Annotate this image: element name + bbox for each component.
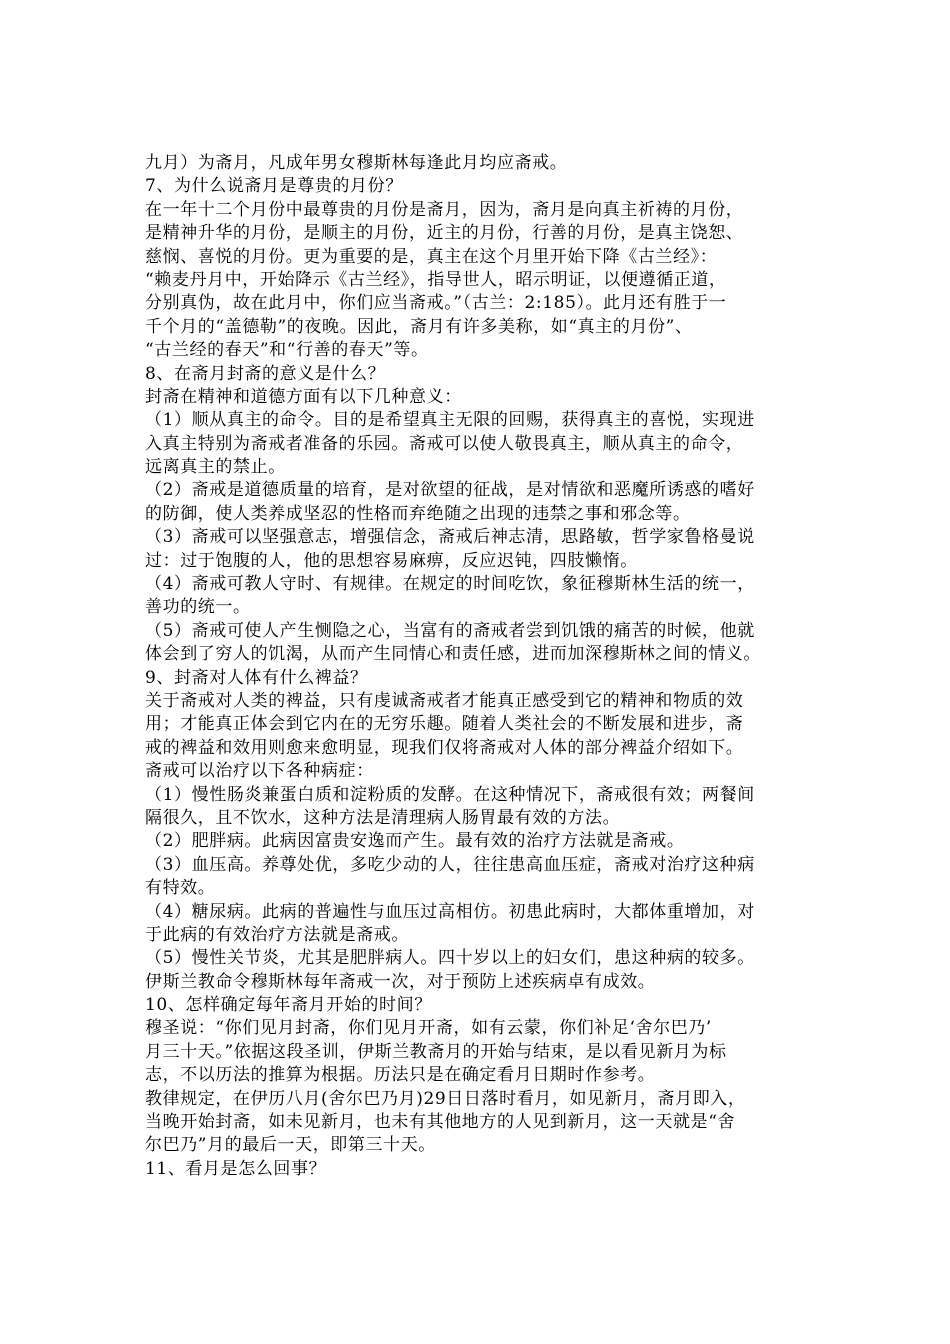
text-line: “古兰经的春天”和“行善的春天”等。 bbox=[145, 340, 429, 361]
text-line: 关于斋戒对人类的裨益，只有虔诚斋戒者才能真正感受到它的精神和物质的效 bbox=[145, 690, 744, 711]
text-line: 伊斯兰教命令穆斯林每年斋戒一次，对于预防上述疾病卓有成效。 bbox=[145, 971, 656, 992]
text-line: 远离真主的禁止。 bbox=[145, 457, 286, 478]
text-line: （1）慢性肠炎兼蛋白质和淀粉质的发酵。在这种情况下，斋戒很有效；两餐间 bbox=[145, 784, 755, 805]
text-line: 7、为什么说斋月是尊贵的月份？ bbox=[145, 176, 403, 197]
text-line: 是精神升华的月份，是顺主的月份，近主的月份，行善的月份，是真主饶恕、 bbox=[145, 223, 744, 244]
text-line: 斋戒可以治疗以下各种病症： bbox=[145, 761, 374, 782]
text-line: （2）斋戒是道德质量的培育，是对欲望的征战，是对情欲和恶魔所诱惑的嗜好 bbox=[145, 480, 755, 501]
text-line: 入真主特别为斋戒者准备的乐园。斋戒可以使人敬畏真主，顺从真主的命令， bbox=[145, 433, 744, 454]
text-line: 教律规定，在伊历八月(舍尔巴乃月)29日日落时看月，如见新月，斋月即入， bbox=[145, 1088, 746, 1109]
text-line: 分别真伪，故在此月中，你们应当斋戒。”（古兰：2:185）。此月还有胜于一 bbox=[145, 293, 727, 314]
text-line: 戒的裨益和效用则愈来愈明显，现我们仅将斋戒对人体的部分裨益介绍如下。 bbox=[145, 737, 744, 758]
text-line: 8、在斋月封斋的意义是什么？ bbox=[145, 363, 386, 384]
text-line: （4）糖尿病。此病的普遍性与血压过高相仿。初患此病时，大都体重增加，对 bbox=[145, 901, 755, 922]
text-line: 志，不以历法的推算为根据。历法只是在确定看月日期时作参考。 bbox=[145, 1065, 656, 1086]
text-line: 10、怎样确定每年斋月开始的时间？ bbox=[145, 995, 432, 1016]
text-line: （5）慢性关节炎，尤其是肥胖病人。四十岁以上的妇女们，患这种病的较多。 bbox=[145, 948, 755, 969]
text-line: （1）顺从真主的命令。目的是希望真主无限的回赐，获得真主的喜悦，实现进 bbox=[145, 410, 755, 431]
text-line: （4）斋戒可教人守时、有规律。在规定的时间吃饮，象征穆斯林生活的统一， bbox=[145, 574, 755, 595]
text-line: （2）肥胖病。此病因富贵安逸而产生。最有效的治疗方法就是斋戒。 bbox=[145, 831, 685, 852]
text-line: 穆圣说：“你们见月封斋，你们见月开斋，如有云蒙，你们补足‘舍尔巴乃’ bbox=[145, 1018, 712, 1039]
document-body bbox=[145, 152, 810, 1181]
text-line: 慈悯、喜悦的月份。更为重要的是，真主在这个月里开始下降《古兰经》： bbox=[145, 246, 718, 267]
text-line: 九月）为斋月，凡成年男女穆斯林每逢此月均应斋戒。 bbox=[145, 153, 568, 173]
text-line: 有特效。 bbox=[145, 878, 216, 899]
text-line: 于此病的有效治疗方法就是斋戒。 bbox=[145, 924, 409, 945]
text-line: 善功的统一。 bbox=[145, 597, 251, 618]
text-line: 当晚开始封斋，如未见新月，也未有其他地方的人见到新月，这一天就是“舍 bbox=[145, 1112, 736, 1133]
text-line: （3）血压高。养尊处优，多吃少动的人，往往患高血压症，斋戒对治疗这种病 bbox=[145, 854, 755, 875]
text-line: 11、看月是怎么回事？ bbox=[145, 1158, 327, 1179]
text-line: 9、封斋对人体有什么裨益？ bbox=[145, 667, 368, 688]
text-line: 月三十天。”依据这段圣训，伊斯兰教斋月的开始与结束，是以看见新月为标 bbox=[145, 1041, 727, 1062]
text-line: （5）斋戒可使人产生恻隐之心，当富有的斋戒者尝到饥饿的痛苦的时候，他就 bbox=[145, 620, 755, 641]
text-line: 体会到了穷人的饥渴，从而产生同情心和责任感，进而加深穆斯林之间的情义。 bbox=[145, 644, 761, 665]
text-line: 尔巴乃”月的最后一天，即第三十天。 bbox=[145, 1135, 436, 1156]
text-line: 的防御，使人类养成坚忍的性格而弃绝随之出现的违禁之事和邪念等。 bbox=[145, 503, 691, 524]
text-line: 过：过于饱腹的人，他的思想容易麻痹，反应迟钝，四肢懒惰。 bbox=[145, 550, 638, 571]
text-line: “赖麦丹月中，开始降示《古兰经》，指导世人，昭示明证，以便遵循正道， bbox=[145, 269, 727, 290]
text-line: 封斋在精神和道德方面有以下几种意义： bbox=[145, 386, 462, 407]
text-line: 隔很久，且不饮水，这种方法是清理病人肠胃最有效的方法。 bbox=[145, 807, 621, 828]
text-line: 千个月的“盖德勒”的夜晚。因此，斋月有许多美称，如“真主的月份”、 bbox=[145, 316, 693, 337]
text-line: （3）斋戒可以坚强意志，增强信念，斋戒后神志清，思路敏，哲学家鲁格曼说 bbox=[145, 527, 755, 548]
text-line: 用；才能真正体会到它内在的无穷乐趣。随着人类社会的不断发展和进步，斋 bbox=[145, 714, 744, 735]
text-line: 在一年十二个月份中最尊贵的月份是斋月，因为，斋月是向真主祈祷的月份， bbox=[145, 199, 744, 220]
